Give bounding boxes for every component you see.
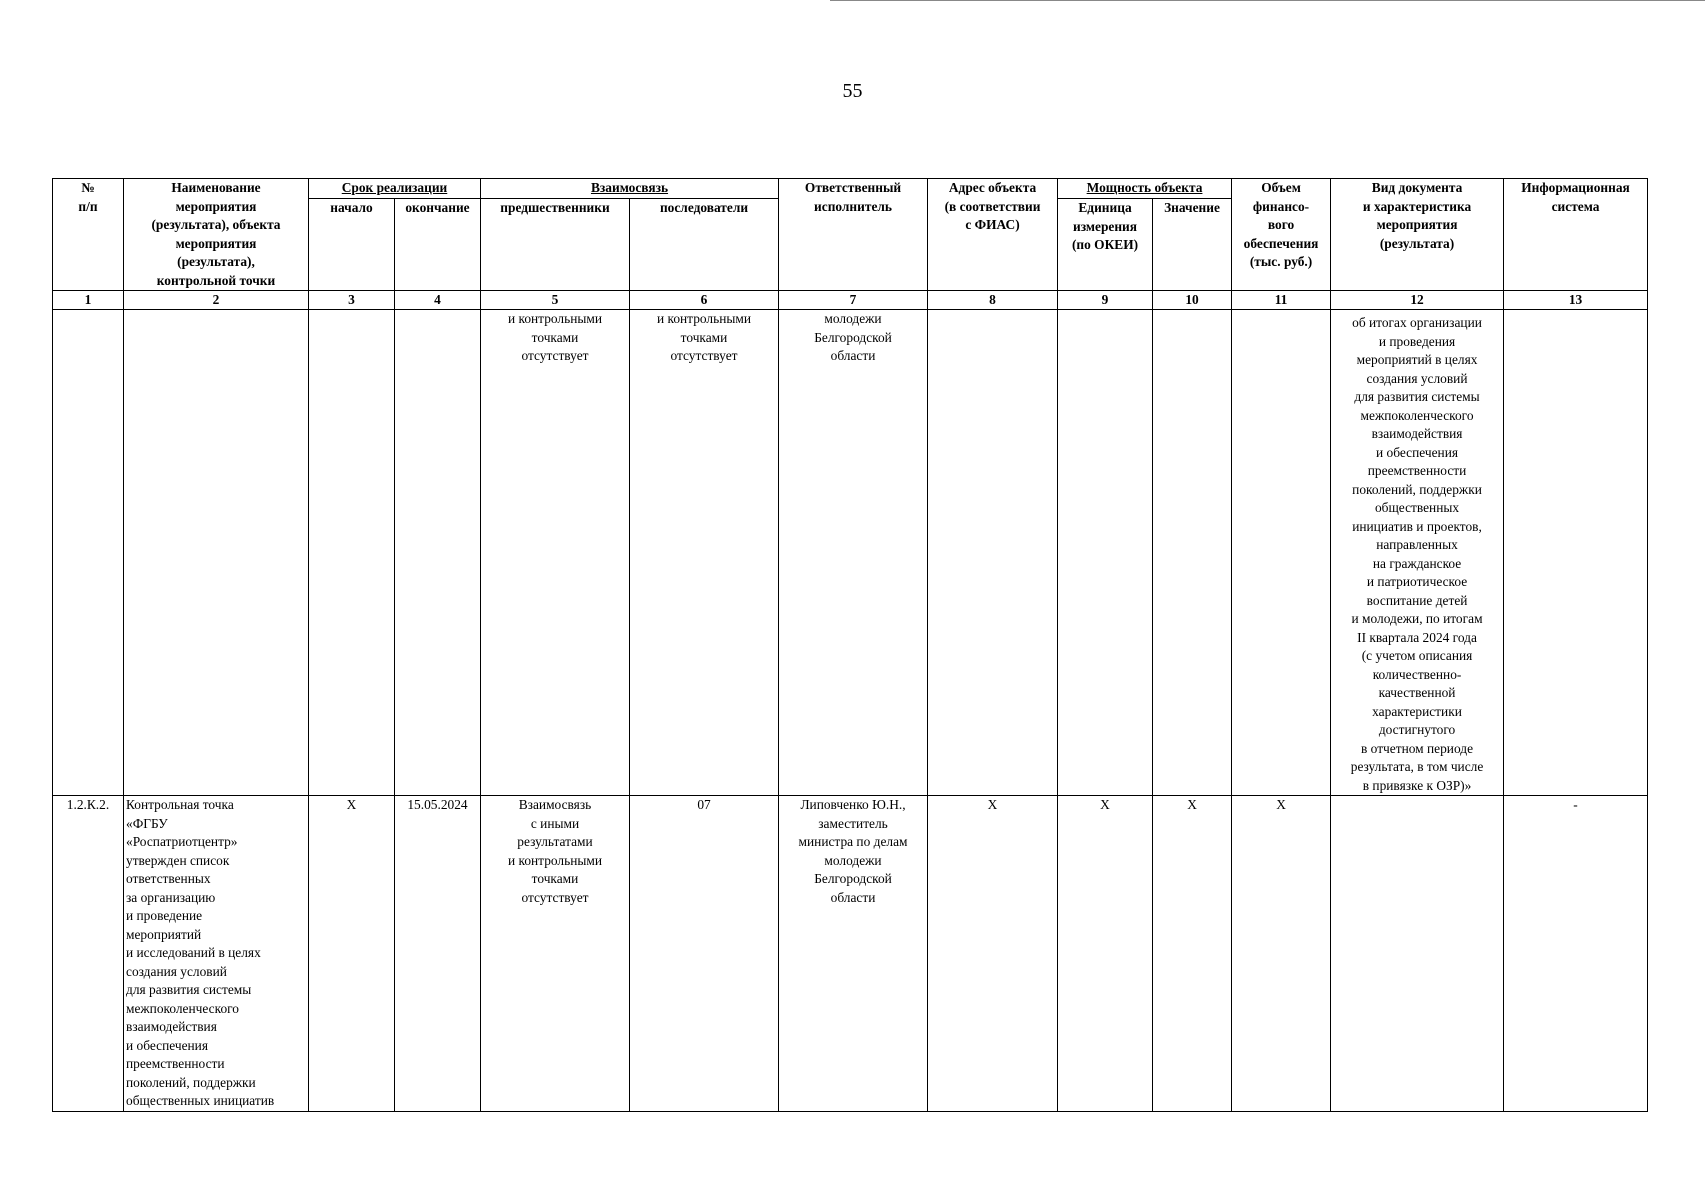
row-predecessors: и контрольными точками отсутствует (481, 310, 630, 796)
row-info-system: - (1504, 796, 1648, 1112)
column-number: 4 (395, 291, 481, 310)
page-number: 55 (842, 80, 863, 102)
column-number: 12 (1331, 291, 1504, 310)
column-number: 11 (1232, 291, 1331, 310)
column-number: 5 (481, 291, 630, 310)
row-successors: 07 (630, 796, 779, 1112)
table-row (53, 796, 1648, 1112)
header-row (53, 179, 1648, 199)
column-number: 7 (779, 291, 928, 310)
row-successors: и контрольными точками отсутствует (630, 310, 779, 796)
header-predecessors: предшественники (481, 199, 630, 291)
table-row (53, 310, 1648, 796)
column-number: 1 (53, 291, 124, 310)
header-name: Наименование мероприятия (результата), объекта мероприятия (результата), контрольной точки (124, 179, 309, 291)
header-info-system: Информационная система (1504, 179, 1648, 291)
column-number: 13 (1504, 291, 1648, 310)
row-start: X (309, 796, 395, 1112)
header-capacity (1058, 179, 1232, 199)
column-number: 9 (1058, 291, 1153, 310)
column-number: 6 (630, 291, 779, 310)
header-capacity-label: Мощность объекта (1086, 180, 1203, 195)
header-relation (481, 179, 779, 199)
header-successors: последователи (630, 199, 779, 291)
row-name: Контрольная точка «ФГБУ «Роспатриотцентр» утвержден список ответственных за организацию и проведение мероприятий и исследований в целях создания условий для развития системы межпоколенческого взаимодействия и обеспечения преемственности поколений, поддержки общественных инициатив (124, 796, 309, 1112)
row-address: X (928, 796, 1058, 1112)
column-numbers-row (53, 291, 1648, 310)
header-term (309, 179, 481, 199)
header-relation-label: Взаимосвязь (590, 180, 669, 195)
row-end (395, 310, 481, 796)
top-edge-line (830, 0, 1705, 1)
plan-table (52, 178, 1648, 1112)
column-number: 8 (928, 291, 1058, 310)
row-start (309, 310, 395, 796)
row-predecessors: Взаимосвязь с иными результатами и контрольными точками отсутствует (481, 796, 630, 1112)
row-name (124, 310, 309, 796)
header-term-start: начало (309, 199, 395, 291)
header-term-label: Срок реализации (341, 180, 448, 195)
row-responsible: Липовченко Ю.Н., заместитель министра по делам молодежи Белгородской области (779, 796, 928, 1112)
row-end: 15.05.2024 (395, 796, 481, 1112)
header-unit: Единица измерения (по ОКЕИ) (1058, 199, 1153, 291)
header-funding: Объем финансо- вого обеспечения (тыс. руб.) (1232, 179, 1331, 291)
row-address (928, 310, 1058, 796)
column-number: 10 (1153, 291, 1232, 310)
row-value (1153, 310, 1232, 796)
header-number: № п/п (53, 179, 124, 291)
row-responsible: молодежи Белгородской области (779, 310, 928, 796)
row-unit (1058, 310, 1153, 796)
row-doc-type: об итогах организации и проведения мероприятий в целях создания условий для развития системы межпоколенческого взаимодействия и обеспечения преемственности поколений, поддержки общественных инициатив и проектов, направленных на гражданское и патриотическое воспитание детей и молодежи, по итогам II квартала 2024 года (с учетом описания количественно- качественной характеристики достигнутого в отчетном периоде результата, в том числе в привязке к ОЗР)» (1331, 310, 1504, 796)
header-responsible: Ответственный исполнитель (779, 179, 928, 291)
row-value: X (1153, 796, 1232, 1112)
row-funding: X (1232, 796, 1331, 1112)
row-funding (1232, 310, 1331, 796)
column-number: 3 (309, 291, 395, 310)
header-term-end: окончание (395, 199, 481, 291)
row-number: 1.2.К.2. (53, 796, 124, 1112)
row-unit: X (1058, 796, 1153, 1112)
row-doc-type (1331, 796, 1504, 1112)
row-number (53, 310, 124, 796)
header-doc-type: Вид документа и характеристика мероприятия (результата) (1331, 179, 1504, 291)
header-address: Адрес объекта (в соответствии с ФИАС) (928, 179, 1058, 291)
header-value: Значение (1153, 199, 1232, 291)
column-number: 2 (124, 291, 309, 310)
row-info-system (1504, 310, 1648, 796)
